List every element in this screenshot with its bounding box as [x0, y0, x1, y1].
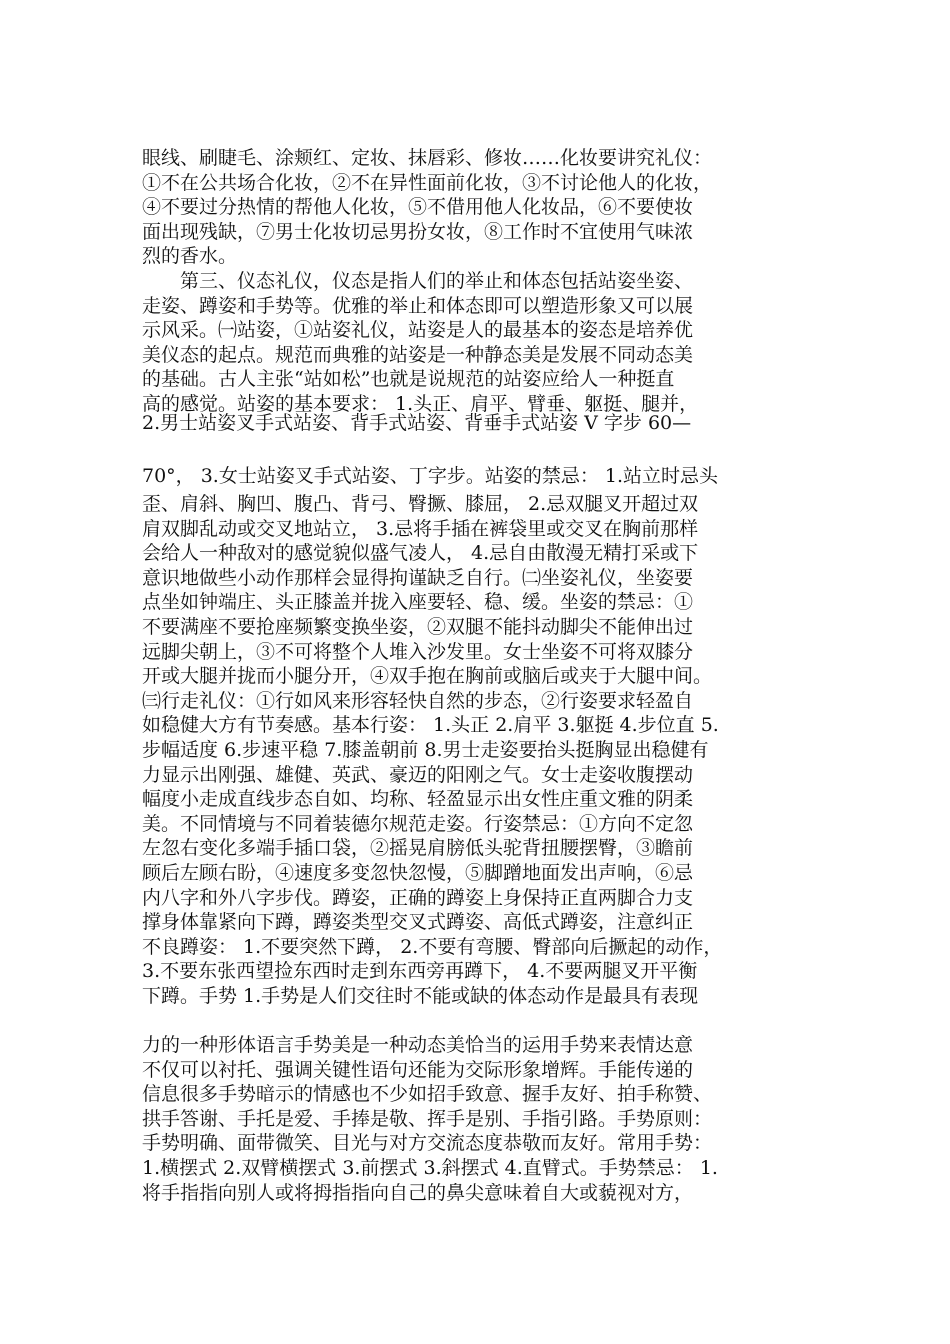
- text-line: 点坐如钟端庄、头正膝盖并拢入座要轻、稳、缓。坐姿的禁忌：①: [142, 591, 694, 614]
- text-line: 开或大腿并拢而小腿分开，④双手抱在胸前或脑后或夹于大腿中间。: [142, 665, 713, 688]
- text-line: 1.横摆式 2.双臂横摆式 3.前摆式 3.斜摆式 4.直臂式。手势禁忌： 1.: [142, 1156, 718, 1179]
- isolated-line-standing-women: [142, 463, 832, 489]
- text-line: 不良蹲姿： 1.不要突然下蹲， 2.不要有弯腰、臀部向后撅起的动作，: [142, 935, 723, 958]
- isolated-line-standing-men: [142, 410, 832, 436]
- text-line: 意识地做些小动作那样会显得拘谨缺乏自行。㈡坐姿礼仪，坐姿要: [142, 566, 694, 589]
- text-line: 高的感觉。站姿的基本要求： 1.头正、肩平、臂垂、躯挺、腿并，: [142, 392, 699, 415]
- text-line: 3.不要东张西望捡东西时走到东西旁再蹲下， 4.不要两腿叉开平衡: [142, 960, 698, 983]
- text-line: 美。不同情境与不同着装德尔规范走姿。行姿禁忌：①方向不定忽: [142, 812, 694, 835]
- text-line: 幅度小走成直线步态自如、均称、轻盈显示出女性庄重文雅的阴柔: [142, 788, 694, 811]
- text-line: 示风采。㈠站姿，①站姿礼仪，站姿是人的最基本的姿态是培养优: [142, 319, 694, 342]
- text-line: 不要满座不要抢座频繁变换坐姿，②双腿不能抖动脚尖不能伸出过: [142, 615, 694, 638]
- paragraph-gestures: [142, 1033, 832, 1205]
- isolated-line-gestures: [142, 983, 832, 1009]
- text-line: 肩双脚乱动或交叉地站立， 3.忌将手插在裤袋里或交叉在胸前那样: [142, 517, 699, 540]
- paragraph-makeup-etiquette: [142, 146, 832, 269]
- text-line: 2.男士站姿叉手式站姿、背手式站姿、背垂手式站姿 V 字步 60—: [142, 412, 692, 434]
- text-line: 面出现残缺，⑦男士化妆切忌男扮女妆，⑧工作时不宜使用气味浓: [142, 220, 694, 243]
- text-line: 内八字和外八字步伐。蹲姿，正确的蹲姿上身保持正直两脚合力支: [142, 886, 694, 909]
- text-line: 歪、肩斜、胸凹、腹凸、背弓、臀撅、膝屈， 2.忌双腿叉开超过双: [142, 493, 699, 515]
- paragraph-posture-etiquette: [142, 269, 832, 417]
- text-line: 70°， 3.女士站姿叉手式站姿、丁字步。站姿的禁忌： 1.站立时忌头: [142, 465, 719, 487]
- text-line: 力的一种形体语言手势美是一种动态美恰当的运用手势来表情达意: [142, 1034, 694, 1056]
- text-line: 不仅可以衬托、强调关键性语句还能为交际形象增辉。手能传递的: [142, 1058, 694, 1081]
- text-line: ①不在公共场合化妆，②不在异性面前化妆，③不讨论他人的化妆，: [142, 171, 713, 194]
- text-line: 撑身体靠紧向下蹲，蹲姿类型交叉式蹲姿、高低式蹲姿，注意纠正: [142, 911, 694, 934]
- text-line: 会给人一种敌对的感觉貌似盛气凌人， 4.忌自由散漫无精打采或下: [142, 542, 699, 565]
- text-line: 眼线、刷睫毛、涂颊红、定妆、抹唇彩、修妆……化妆要讲究礼仪：: [142, 147, 713, 169]
- text-line: 烈的香水。: [142, 245, 238, 268]
- text-line: ㈢行走礼仪：①行如风来形容轻快自然的步态，②行姿要求轻盈自: [142, 689, 694, 712]
- text-line: 顾后左顾右盼，④速度多变忽快忽慢，⑤脚蹭地面发出声响，⑥忌: [142, 861, 694, 884]
- text-line: 左忽右变化多端手插口袋，②摇晃肩膀低头驼背扭腰摆臀，③瞻前: [142, 837, 694, 860]
- text-line: 信息很多手势暗示的情感也不少如招手致意、握手友好、拍手称赞、: [142, 1083, 713, 1106]
- text-line: 远脚尖朝上，③不可将整个人堆入沙发里。女士坐姿不可将双膝分: [142, 640, 694, 663]
- text-line: 的基础。古人主张“站如松”也就是说规范的站姿应给人一种挺直: [142, 368, 675, 391]
- text-line: 手势明确、面带微笑、目光与对方交流态度恭敬而友好。常用手势：: [142, 1132, 713, 1155]
- text-line: 美仪态的起点。规范而典雅的站姿是一种静态美是发展不同动态美: [142, 343, 694, 366]
- text-line: 拱手答谢、手托是爱、手捧是敬、挥手是别、手指引路。手势原则：: [142, 1107, 713, 1130]
- text-line: 步幅适度 6.步速平稳 7.膝盖朝前 8.男士走姿要抬头挺胸显出稳健有: [142, 738, 709, 761]
- text-line: 如稳健大方有节奏感。基本行姿： 1.头正 2.肩平 3.躯挺 4.步位直 5.: [142, 714, 719, 737]
- text-line: 下蹲。手势 1.手势是人们交往时不能或缺的体态动作是最具有表现: [142, 985, 699, 1007]
- text-line: 将手指指向别人或将拇指指向自己的鼻尖意味着自大或藐视对方，: [142, 1181, 694, 1204]
- text-line: 力显示出刚强、雄健、英武、豪迈的阳刚之气。女士走姿收腹摆动: [142, 763, 694, 786]
- text-line: 走姿、蹲姿和手势等。优雅的举止和体态即可以塑造形象又可以展: [142, 294, 694, 317]
- paragraph-posture-continued: [142, 492, 832, 984]
- text-line: 第三、仪态礼仪，仪态是指人们的举止和体态包括站姿坐姿、: [142, 270, 694, 292]
- text-line: ④不要过分热情的帮他人化妆，⑤不借用他人化妆品，⑥不要使妆: [142, 196, 694, 219]
